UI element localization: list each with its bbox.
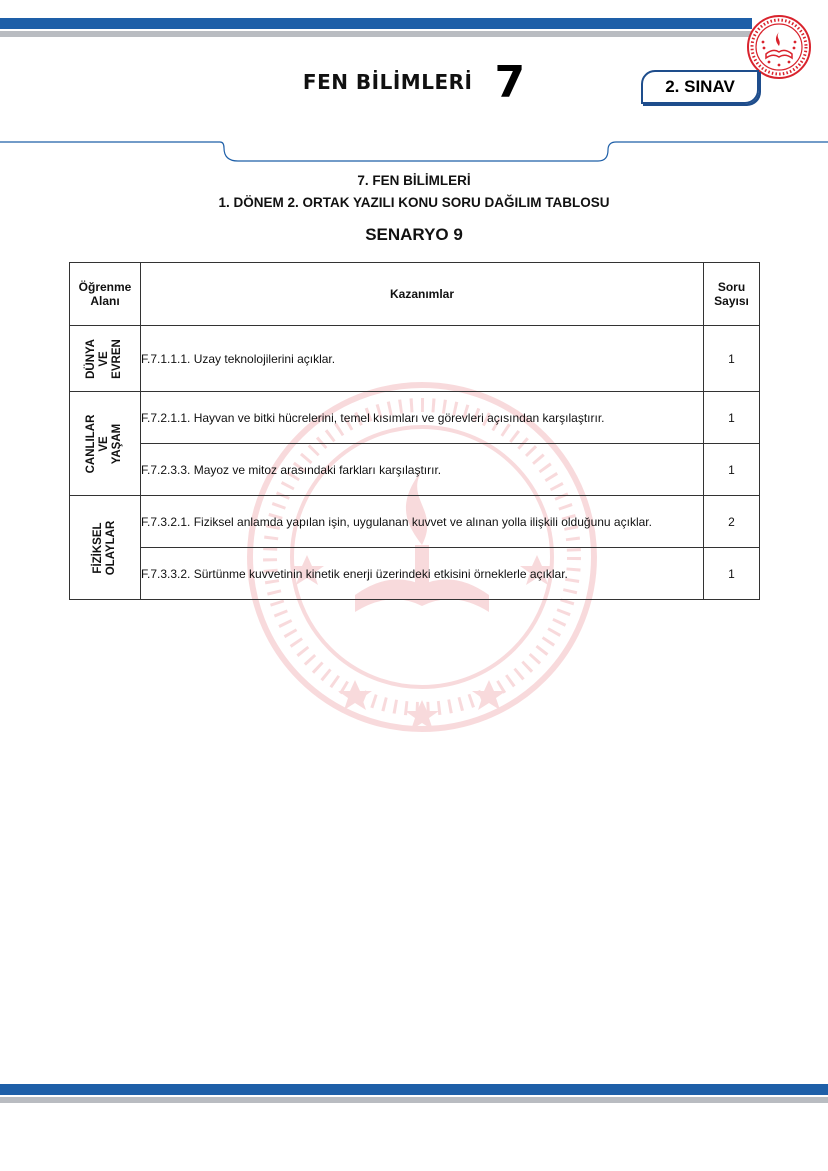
column-header-outcomes: Kazanımlar xyxy=(141,263,704,326)
column-header-area-text: Öğrenme Alanı xyxy=(78,279,132,308)
column-header-count-text: Soru Sayısı xyxy=(714,279,749,308)
scenario-title: SENARYO 9 xyxy=(365,225,463,244)
count-cell: 1 xyxy=(704,548,760,600)
header-divider xyxy=(0,136,828,166)
outcome-cell: F.7.2.1.1. Hayvan ve bitki hücrelerini, temel kısımları ve görevleri açısından karşılaştırır. xyxy=(141,392,704,444)
column-header-count xyxy=(704,263,760,326)
area-cell xyxy=(70,392,141,496)
area-cell xyxy=(70,326,141,392)
outcome-cell: F.7.3.2.1. Fiziksel anlamda yapılan işin, uygulanan kuvvet ve alınan yolla ilişkili olduğunu açıklar. xyxy=(141,496,704,548)
area-label: FİZİKSEL OLAYLAR xyxy=(91,520,117,575)
document-subtitle: 1. DÖNEM 2. ORTAK YAZILI KONU SORU DAĞILIM TABLOSU xyxy=(218,195,610,210)
table-row xyxy=(70,548,760,600)
document-title: 7. FEN BİLİMLERİ xyxy=(357,173,471,188)
table-row xyxy=(70,392,760,444)
table-header-row xyxy=(70,263,760,326)
subject-title: FEN BİLİMLERİ xyxy=(302,70,473,94)
grade-number: 7 xyxy=(494,56,526,108)
table-row xyxy=(70,496,760,548)
header-bar-blue xyxy=(0,18,752,29)
count-cell: 1 xyxy=(704,326,760,392)
outcome-cell: F.7.2.3.3. Mayoz ve mitoz arasındaki farkları karşılaştırır. xyxy=(141,444,704,496)
footer-bar-gray xyxy=(0,1097,828,1103)
distribution-table xyxy=(69,262,760,600)
table-row xyxy=(70,326,760,392)
outcome-cell: F.7.1.1.1. Uzay teknolojilerini açıklar. xyxy=(141,326,704,392)
count-cell: 2 xyxy=(704,496,760,548)
count-cell: 1 xyxy=(704,444,760,496)
header-bar-gray xyxy=(0,31,752,37)
count-cell: 1 xyxy=(704,392,760,444)
column-header-area xyxy=(70,263,141,326)
table-row xyxy=(70,444,760,496)
area-label: DÜNYA VE EVREN xyxy=(85,338,124,379)
footer-bar-blue xyxy=(0,1084,828,1095)
exam-badge: 2. SINAV xyxy=(641,70,759,104)
area-label: CANLILAR VE YAŞAM xyxy=(85,414,124,473)
area-cell xyxy=(70,496,141,600)
outcome-cell: F.7.3.3.2. Sürtünme kuvvetinin kinetik enerji üzerindeki etkisini örneklerle açıklar. xyxy=(141,548,704,600)
